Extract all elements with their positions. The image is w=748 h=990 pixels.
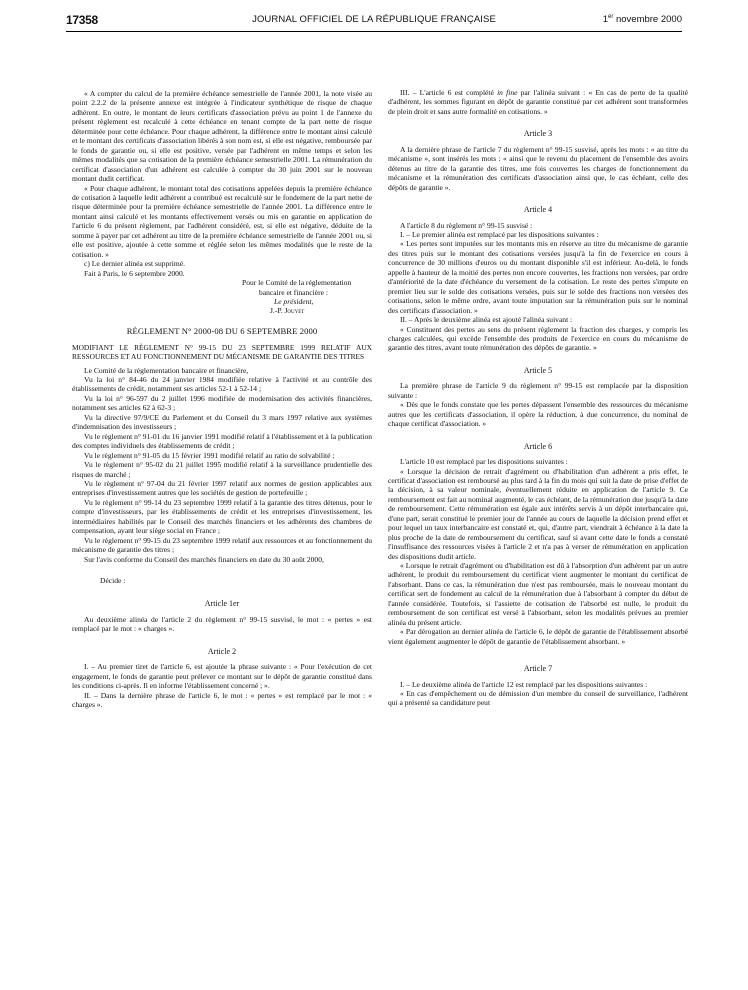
article-heading: Article 6	[523, 441, 553, 451]
article-heading: Article 2	[207, 646, 237, 656]
regulation-title: RÈGLEMENT N° 2000-08 DU 6 SEPTEMBRE 2000	[126, 325, 318, 336]
signature-place-date: Fait à Paris, le 6 septembre 2000.	[84, 268, 185, 278]
article-heading: Article 1er	[204, 599, 240, 609]
visa-paragraph: Vu la loi n° 84-46 du 24 janvier 1984 modifiée relative à l'activité et au contrôle des établissements de crédit, notamment ses articles 52-1 à 52-14 ;	[72, 374, 372, 394]
paragraph: A la dernière phrase de l'article 7 du règlement n° 99-15 susvisé, après les mots : « au titre du mécanisme », sont insérés les mots : « ainsi que le revenu du placement de l'ensemble des avoirs détenus au titre de la garantie des titres, une fois couvertes les charges de fonctionnement du mécanisme et la rémunération des certificats d'association ainsi que, le cas échéant, celle des dépôts de garantie ».	[388, 144, 688, 192]
visa-paragraph: Vu le règlement n° 99-15 du 23 septembre 1999 relatif aux ressources et au fonctionnement du mécanisme de garantie des titres ;	[72, 535, 372, 555]
paragraph: I. – Le premier alinéa est remplacé par les dispositions suivantes :	[400, 229, 599, 239]
paragraph: « Par dérogation au dernier alinéa de l'article 6, le dépôt de garantie de l'établissement absorbé vient également augmenter le dépôt de garantie de l'établissement absorbant. »	[388, 627, 688, 646]
decide-heading: Décide :	[100, 576, 126, 586]
article-heading: Article 4	[523, 205, 553, 215]
visa-paragraph: Vu le règlement n° 95-02 du 21 juillet 1995 modifié relatif à la surveillance prudentielle des risques de marché ;	[72, 460, 372, 479]
header-rule	[66, 31, 682, 32]
paragraph: I. – Le deuxième alinéa de l'article 12 est remplacé par les dispositions suivantes :	[400, 679, 648, 689]
paragraph: « Lorsque le retrait d'agrément ou d'habilitation est dû à l'absorption d'un adhérent par un autre adhérent, le produit du remboursement du certificat vient augmenter le montant du certificat de l'absorbant. Dans ce cas, la rémunération due n'est pas remboursée, mais le nouveau montant du certificat sert de fondement au calcul de la rémunération due à l'absorbant à compter du début de l'année considérée. Toutefois, si l'assiette de cotisation de l'absorbé est nulle, le produit du remboursement de son certificat est versé à l'absorbant, selon les modalités prévues au premier alinéa du présent article.	[388, 561, 688, 627]
paragraph: Au deuxième alinéa de l'article 2 du règlement n° 99-15 susvisé, le mot : « pertes » est remplacé par le mot : « charges ».	[72, 614, 372, 634]
paragraph: II. – Dans la dernière phrase de l'article 6, le mot : « pertes » est remplacé par le mot : « charges ».	[72, 690, 372, 710]
journal-title: JOURNAL OFFICIEL DE LA RÉPUBLIQUE FRANÇAISE	[252, 14, 496, 25]
visa-paragraph: Vu la directive 97/9/CE du Parlement et du Conseil du 3 mars 1997 relative aux systèmes d'indemnisation des investisseurs ;	[72, 412, 372, 432]
page-header	[66, 13, 682, 29]
paragraph: II. – Après le deuxième alinéa est ajouté l'alinéa suivant :	[400, 315, 573, 325]
publication-date: 1er novembre 2000	[602, 14, 682, 26]
signature-block	[72, 278, 372, 316]
page-number: 17358	[66, 13, 98, 27]
left-column	[72, 89, 372, 710]
article-heading: Article 5	[523, 365, 553, 375]
signature-line: Pour le Comité de la réglementation	[242, 278, 352, 288]
signatory-name: J.-P. Jouyet	[270, 306, 305, 316]
regulation-subtitle: MODIFIANT LE RÈGLEMENT N° 99-15 DU 23 SEPTEMBRE 1999 RELATIF AUX RESSOURCES ET AU FONCTIONNEMENT DU MÉCANISME DE GARANTIE DES TITRES	[72, 343, 372, 362]
paragraph: Le Comité de la réglementation bancaire et financière,	[84, 365, 249, 375]
signature-role: Le président,	[274, 296, 314, 306]
paragraph: « Dès que le fonds constate que les pertes dépassent l'ensemble des ressources du mécanisme autres que les certificats d'association, il opère la réduction, à due concurrence, du nominal de chaque certificat d'association. »	[388, 400, 688, 429]
paragraph: « Pour chaque adhérent, le montant total des cotisations appelées depuis la première échéance de cotisation à laquelle ledit adhérent a contribué est recalculé sur le fondement de la part nette de risque déterminée pour la première échéance semestrielle de l'année 2001. La différence entre le montant ainsi calculé et les montants effectivement versés ou mis en garantie en application de l'article 6 du présent règlement, par l'adhérent considéré, est, si elle est négative, déduite de la somme à payer par cet adhérent au titre de la première échéance semestrielle de l'année 2001 ou, si elle est positive, ajoutée à cette somme et réglée selon les mêmes modalités que le reste de la cotisation. »	[72, 183, 372, 259]
signature-line: bancaire et financière :	[259, 287, 328, 297]
paragraph: « A compter du calcul de la première échéance semestrielle de l'année 2001, la note visée au point 2.2.2 de la présente annexe est intégrée à l'indicateur synthétique de risque de chaque adhérent. En outre, le montant de leurs certificats d'association prévu au point 1 de l'annexe du présent règlement est recalculé à cette échéance en tenant compte de la part nette de risque déterminée pour cette échéance. Pour chaque adhérent, la différence entre le montant ainsi calculé et le montant des certificats d'association libérés à son nom est, si elle est négative, remboursée par le fonds de garantie ou, si elle est positive, versée par l'adhérent en même temps et selon les mêmes modalités que sa cotisation de la première échéance semestrielle 2001. La rémunération du certificat d'association d'un adhérent est calculée à compter du 30 juin 2001 sur le nouveau montant dudit certificat.	[72, 89, 372, 184]
paragraph: « Les pertes sont imputées sur les montants mis en réserve au titre du mécanisme de garantie des titres puis sur le montant des cotisations versées jusqu'à la fin de l'exercice en cours à concurrence de 30 millions d'euros ou du montant disponible s'il est inférieur. Au-delà, le fonds appelle à hauteur de la moitié des pertes non encore couvertes, les fractions non versées, par ordre d'antériorité de la date d'échéance du versement de la cotisation. Le reste des pertes s'impute en premier lieu sur le solde des cotisations versées, puis sur le solde des fractions non versées des cotisations, selon le même ordre, avant toute imputation sur la rémunération puis sur le nominal des certificats d'association. »	[388, 239, 688, 315]
paragraph: c) Le dernier alinéa est supprimé.	[84, 259, 185, 269]
paragraph: L'article 10 est remplacé par les dispositions suivantes :	[400, 457, 568, 467]
paragraph: La première phrase de l'article 9 du règlement n° 99-15 est remplacée par la disposition suivante :	[388, 381, 688, 400]
visa-paragraph: Vu la loi n° 96-597 du 2 juillet 1996 modifiée de modernisation des activités financières, notamment ses articles 62 à 62-3 ;	[72, 393, 372, 413]
paragraph: « En cas d'empêchement ou de démission d'un membre du conseil de surveillance, l'adhérent qui a présenté sa candidature peut	[388, 689, 688, 708]
paragraph: I. – Au premier tiret de l'article 6, est ajoutée la phrase suivante : « Pour l'exécution de cet engagement, le fonds de garantie peut prélever ce montant sur le dépôt de garantie constitué dans les conditions ci-après. Il en informe l'établissement concerné ; ».	[72, 662, 372, 691]
paragraph: A l'article 8 du règlement n° 99-15 susvisé :	[400, 220, 533, 230]
visa-paragraph: Vu le règlement n° 91-01 du 16 janvier 1991 modifié relatif à l'établissement et à la publication des comptes individuels des établissements de crédit ;	[72, 431, 372, 451]
right-column	[388, 88, 688, 708]
paragraph: « Constituent des pertes au sens du présent règlement la fraction des charges, y compris les charges calculées, qui excède l'ensemble des produits de l'exercice en cours du mécanisme de garantie des titres, avant toute rémunération des dépôts de garantie. »	[388, 324, 688, 353]
article-heading: Article 7	[523, 664, 553, 674]
article-heading: Article 3	[523, 129, 553, 139]
visa-paragraph: Vu le règlement n° 99-14 du 23 septembre 1999 relatif à la garantie des titres détenus, pour le compte d'investisseurs, par les établissements de crédit et les entreprises d'investissement, les intermédiaires habilités par le Conseil des marchés financiers et les adhérents des chambres de compensation, ayant leur siège social en France ;	[72, 497, 372, 536]
paragraph: III. – L'article 6 est complété in fine par l'alinéa suivant : « En cas de perte de la qualité d'adhérent, les sommes figurant en dépôt de garantie constitué par cet adhérent sont transformées de plein droit et sans autre formalité en cotisations. »	[388, 88, 688, 116]
visa-paragraph: Sur l'avis conforme du Conseil des marchés financiers en date du 30 août 2000,	[84, 554, 324, 564]
paragraph: « Lorsque la décision de retrait d'agrément ou d'habilitation d'un adhérent a pris effet, le certificat d'association est remboursé au plus tard à la fin du mois qui suit la date de prise d'effet de la décision, à sa valeur nominale, éventuellement réduite en application de l'article 9. Ce remboursement est fait au nominal augmenté, le cas échéant, de la rémunération due jusqu'à la date de remboursement. Cette rémunération est égale aux intérêts servis à un dépôt interbancaire qui, d'une part, serait constitué le premier jour de l'année au cours de laquelle la décision prend effet et pour lequel un taux interbancaire est constaté et, qui, d'autre part, viendrait à échéance à la date la plus proche de la date de remboursement du certificat, sauf si avant cette date le fonds a constaté l'insuffisance des ressources visées à l'article 2 et n'a pas à verser de rémunération en application des dispositions dudit article.	[388, 466, 688, 561]
visa-paragraph: Vu le règlement n° 91-05 du 15 février 1991 modifié relatif au ratio de solvabilité ;	[84, 450, 335, 460]
visa-paragraph: Vu le règlement n° 97-04 du 21 février 1997 relatif aux normes de gestion applicables aux entreprises d'investissement autres que les sociétés de gestion de portefeuille ;	[72, 478, 372, 498]
